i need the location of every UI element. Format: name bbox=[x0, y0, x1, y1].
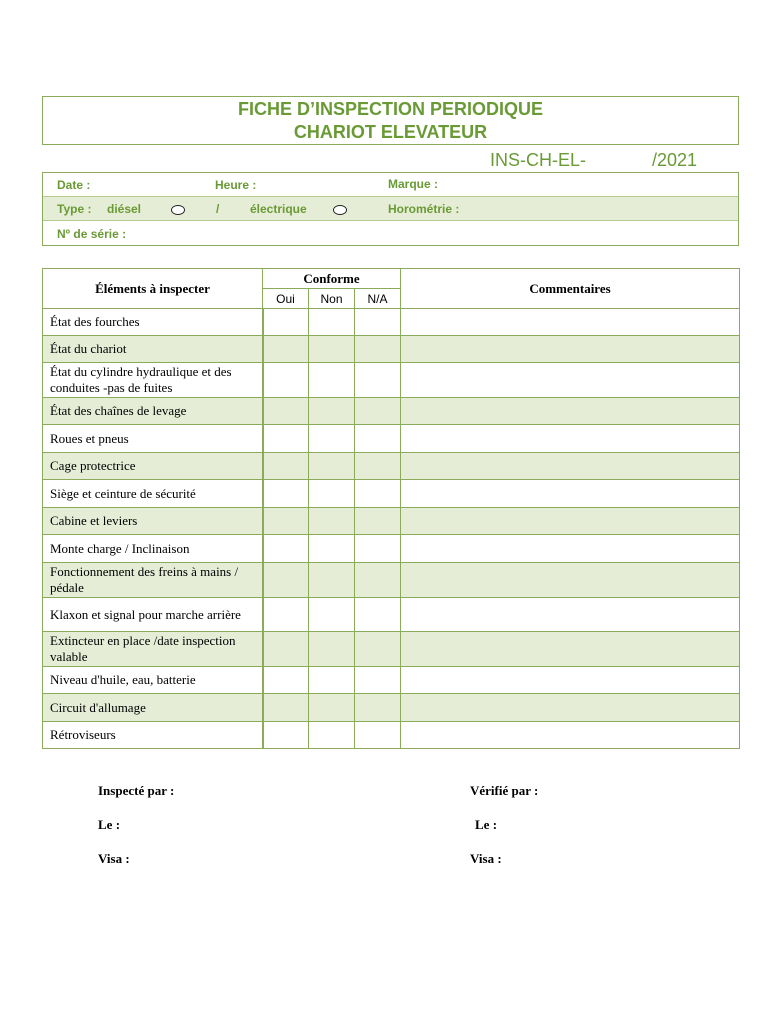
table-row bbox=[43, 309, 740, 336]
row-label: État des chaînes de levage bbox=[43, 398, 263, 425]
table-row bbox=[43, 425, 740, 453]
na-cell[interactable] bbox=[355, 398, 401, 425]
comment-cell[interactable] bbox=[401, 667, 740, 694]
type-separator: / bbox=[216, 202, 220, 216]
na-cell[interactable] bbox=[355, 598, 401, 632]
table-row bbox=[43, 453, 740, 480]
type-electrique-label: électrique bbox=[250, 202, 307, 216]
comment-cell[interactable] bbox=[401, 632, 740, 667]
comment-cell[interactable] bbox=[401, 363, 740, 398]
visa-right-label: Visa : bbox=[470, 851, 502, 866]
oui-cell[interactable] bbox=[263, 598, 309, 632]
non-cell[interactable] bbox=[309, 722, 355, 749]
comment-cell[interactable] bbox=[401, 398, 740, 425]
row-label: Circuit d'allumage bbox=[43, 694, 263, 722]
type-label: Type : bbox=[57, 202, 92, 216]
oui-cell[interactable] bbox=[263, 363, 309, 398]
na-cell[interactable] bbox=[355, 336, 401, 363]
row-label: Monte charge / Inclinaison bbox=[43, 535, 263, 563]
info-row-serie bbox=[43, 221, 738, 245]
comment-cell[interactable] bbox=[401, 694, 740, 722]
horometrie-label: Horométrie : bbox=[388, 202, 460, 216]
oui-cell[interactable] bbox=[263, 480, 309, 508]
non-cell[interactable] bbox=[309, 398, 355, 425]
non-cell[interactable] bbox=[309, 309, 355, 336]
date-left-label: Le : bbox=[98, 817, 121, 832]
diesel-radio[interactable] bbox=[171, 205, 185, 215]
oui-cell[interactable] bbox=[263, 694, 309, 722]
date-right-label: Le : bbox=[475, 817, 498, 832]
non-cell[interactable] bbox=[309, 694, 355, 722]
date-label: Date : bbox=[57, 178, 91, 192]
na-cell[interactable] bbox=[355, 632, 401, 667]
row-label: Cabine et leviers bbox=[43, 508, 263, 535]
table-row bbox=[43, 563, 740, 598]
oui-cell[interactable] bbox=[263, 453, 309, 480]
non-cell[interactable] bbox=[309, 508, 355, 535]
row-label: Klaxon et signal pour marche arrière bbox=[43, 598, 263, 632]
info-row-type bbox=[43, 197, 738, 221]
row-label: Extincteur en place /date inspection valable bbox=[43, 632, 263, 667]
table-row bbox=[43, 694, 740, 722]
type-diesel-label: diésel bbox=[107, 202, 142, 216]
comment-cell[interactable] bbox=[401, 598, 740, 632]
table-row bbox=[43, 667, 740, 694]
non-cell[interactable] bbox=[309, 453, 355, 480]
table-row bbox=[43, 363, 740, 398]
na-cell[interactable] bbox=[355, 363, 401, 398]
table-row bbox=[43, 336, 740, 363]
header-conforme: Conforme bbox=[263, 269, 401, 289]
na-cell[interactable] bbox=[355, 667, 401, 694]
info-row-date bbox=[43, 173, 738, 197]
reference-prefix: INS-CH-EL- bbox=[490, 150, 587, 170]
na-cell[interactable] bbox=[355, 508, 401, 535]
title-line-1: FICHE D’INSPECTION PERIODIQUE bbox=[237, 99, 544, 119]
non-cell[interactable] bbox=[309, 667, 355, 694]
na-cell[interactable] bbox=[355, 425, 401, 453]
oui-cell[interactable] bbox=[263, 535, 309, 563]
na-cell[interactable] bbox=[355, 694, 401, 722]
non-cell[interactable] bbox=[309, 336, 355, 363]
table-row bbox=[43, 398, 740, 425]
header-na: N/A bbox=[355, 289, 401, 309]
oui-cell[interactable] bbox=[263, 309, 309, 336]
comment-cell[interactable] bbox=[401, 425, 740, 453]
table-row bbox=[43, 480, 740, 508]
oui-cell[interactable] bbox=[263, 336, 309, 363]
oui-cell[interactable] bbox=[263, 667, 309, 694]
verified-by-label: Vérifié par : bbox=[470, 783, 539, 798]
row-label: État du cylindre hydraulique et des conduites -pas de fuites bbox=[43, 363, 263, 398]
table-row bbox=[43, 632, 740, 667]
na-cell[interactable] bbox=[355, 480, 401, 508]
non-cell[interactable] bbox=[309, 363, 355, 398]
na-cell[interactable] bbox=[355, 722, 401, 749]
row-label: Siège et ceinture de sécurité bbox=[43, 480, 263, 508]
na-cell[interactable] bbox=[355, 535, 401, 563]
row-label: Cage protectrice bbox=[43, 453, 263, 480]
table-row bbox=[43, 598, 740, 632]
row-label: Niveau d'huile, eau, batterie bbox=[43, 667, 263, 694]
comment-cell[interactable] bbox=[401, 508, 740, 535]
inspected-by-label: Inspecté par : bbox=[98, 783, 175, 798]
non-cell[interactable] bbox=[309, 480, 355, 508]
title-line-2: CHARIOT ELEVATEUR bbox=[293, 122, 488, 142]
oui-cell[interactable] bbox=[263, 425, 309, 453]
visa-left-label: Visa : bbox=[98, 851, 130, 866]
comment-cell[interactable] bbox=[401, 309, 740, 336]
header-commentaires: Commentaires bbox=[401, 269, 740, 309]
oui-cell[interactable] bbox=[263, 722, 309, 749]
row-label: Rétroviseurs bbox=[43, 722, 263, 749]
comment-cell[interactable] bbox=[401, 535, 740, 563]
table-row bbox=[43, 722, 740, 749]
oui-cell[interactable] bbox=[263, 632, 309, 667]
comment-cell[interactable] bbox=[401, 453, 740, 480]
row-label: État des fourches bbox=[43, 309, 263, 336]
document-title bbox=[42, 96, 739, 145]
header-non: Non bbox=[309, 289, 355, 309]
comment-cell[interactable] bbox=[401, 722, 740, 749]
inspection-table bbox=[42, 268, 740, 749]
heure-label: Heure : bbox=[215, 178, 257, 192]
electrique-radio[interactable] bbox=[333, 205, 347, 215]
oui-cell[interactable] bbox=[263, 508, 309, 535]
comment-cell[interactable] bbox=[401, 336, 740, 363]
oui-cell[interactable] bbox=[263, 398, 309, 425]
non-cell[interactable] bbox=[309, 535, 355, 563]
non-cell[interactable] bbox=[309, 563, 355, 598]
header-oui: Oui bbox=[263, 289, 309, 309]
comment-cell[interactable] bbox=[401, 480, 740, 508]
non-cell[interactable] bbox=[309, 598, 355, 632]
marque-label: Marque : bbox=[388, 177, 439, 191]
table-row bbox=[43, 508, 740, 535]
row-label: État du chariot bbox=[43, 336, 263, 363]
non-cell[interactable] bbox=[309, 425, 355, 453]
na-cell[interactable] bbox=[355, 563, 401, 598]
general-info-box bbox=[42, 172, 739, 246]
reference-year: /2021 bbox=[652, 150, 698, 170]
comment-cell[interactable] bbox=[401, 563, 740, 598]
header-elements: Éléments à inspecter bbox=[43, 269, 263, 309]
table-row bbox=[43, 535, 740, 563]
na-cell[interactable] bbox=[355, 309, 401, 336]
row-label: Roues et pneus bbox=[43, 425, 263, 453]
serie-label: Nº de série : bbox=[57, 227, 127, 241]
non-cell[interactable] bbox=[309, 632, 355, 667]
oui-cell[interactable] bbox=[263, 563, 309, 598]
na-cell[interactable] bbox=[355, 453, 401, 480]
row-label: Fonctionnement des freins à mains / pédale bbox=[43, 563, 263, 598]
